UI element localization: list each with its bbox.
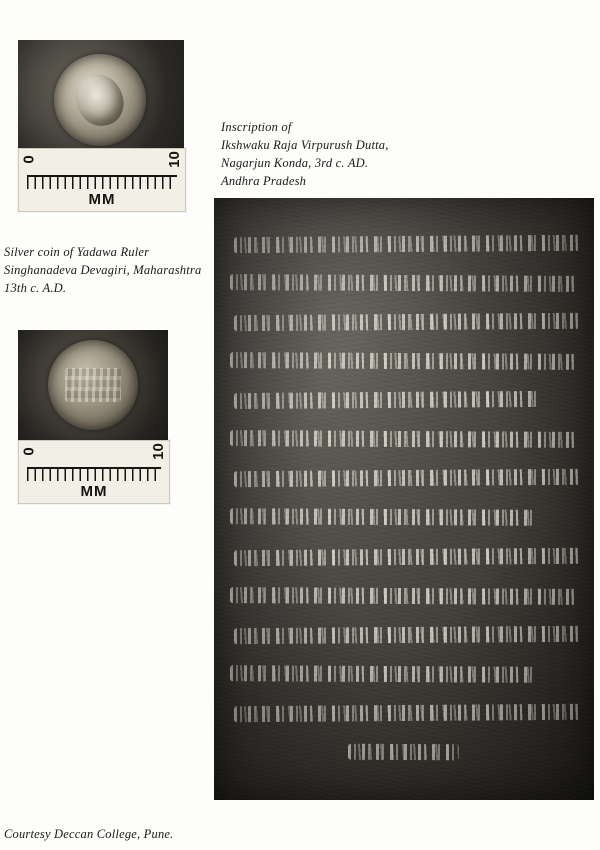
scale-unit-label: MM xyxy=(88,191,116,208)
coin-motif-icon xyxy=(72,70,128,130)
inscription-line xyxy=(234,547,580,565)
scale-bar-top xyxy=(18,148,186,212)
scale-ruler-ticks xyxy=(27,175,177,191)
inscription-line xyxy=(230,274,576,292)
scale-ruler-ticks xyxy=(27,467,161,483)
coin-disc-reverse xyxy=(48,340,138,430)
inscription-line xyxy=(230,587,576,605)
inscription-line xyxy=(230,430,576,448)
coin-caption-line-3: 13th c. A.D. xyxy=(4,281,67,296)
inscription-line xyxy=(230,509,535,527)
inscription-line xyxy=(230,665,535,683)
inscription-line xyxy=(234,625,580,643)
coin-photo-reverse xyxy=(18,330,168,442)
coin-legend-icon xyxy=(65,368,121,402)
inscription-line xyxy=(234,313,580,331)
inscription-text-lines xyxy=(232,236,578,760)
coin-caption-line-2: Singhanadeva Devagiri, Maharashtra xyxy=(4,263,202,278)
inscription-line xyxy=(234,704,580,722)
coin-disc-obverse xyxy=(54,54,146,146)
inscription-photograph xyxy=(214,198,594,800)
inscription-line xyxy=(230,352,576,370)
inscription-caption-line-2: Ikshwaku Raja Virpurush Dutta, xyxy=(221,138,389,153)
inscription-caption-line-4: Andhra Pradesh xyxy=(221,174,307,189)
scale-end-label: 10 xyxy=(166,151,184,168)
scale-end-label: 10 xyxy=(150,443,168,460)
coin-photo-obverse xyxy=(18,40,184,158)
scale-start-label: 0 xyxy=(20,447,38,456)
scale-bar-bottom xyxy=(18,440,170,504)
coin-caption xyxy=(4,243,201,297)
inscription-line xyxy=(234,469,580,487)
inscription-caption xyxy=(221,118,389,191)
coin-caption-line-1: Silver coin of Yadawa Ruler xyxy=(4,245,150,259)
inscription-line xyxy=(234,235,580,253)
courtesy-caption: Courtesy Deccan College, Pune. xyxy=(4,827,174,841)
scale-start-label: 0 xyxy=(20,155,38,164)
scale-unit-label: MM xyxy=(80,483,108,500)
inscription-line xyxy=(234,391,539,409)
inscription-caption-line-1: Inscription of xyxy=(221,120,292,134)
inscription-line xyxy=(348,744,459,761)
inscription-caption-line-3: Nagarjun Konda, 3rd c. AD. xyxy=(221,156,369,171)
